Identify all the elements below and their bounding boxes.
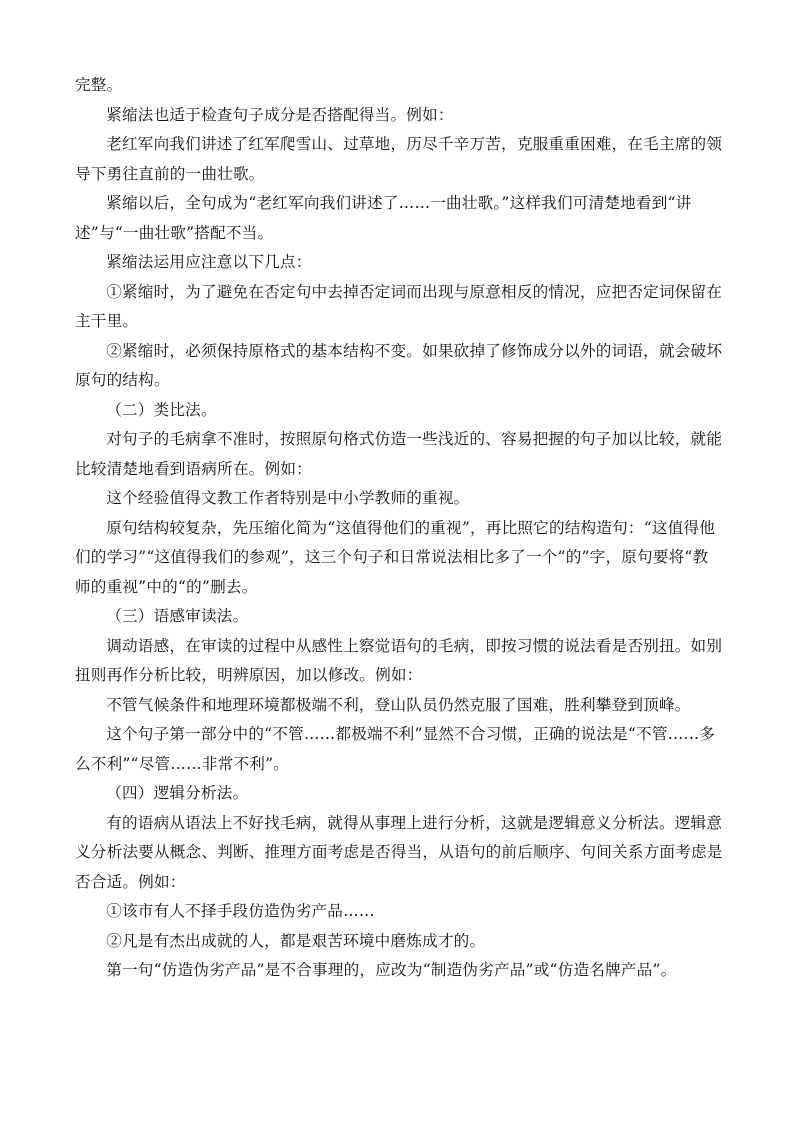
paragraph: 原句结构较复杂，先压缩化简为“这值得他们的重视”，再比照它的结构造句：“这值得他们的学习”“这值得我们的参观”，这三个句子和日常说法相比多了一个“的”字，原句要将“教师的重视”中的“的”删去。 bbox=[75, 518, 716, 596]
example-sentence: 这个经验值得文教工作者特别是中小学教师的重视。 bbox=[106, 489, 470, 507]
list-item: ①紧缩时，为了避免在否定句中去掉否定词而出现与原意相反的情况，应把否定词保留在主干里。 bbox=[75, 282, 723, 330]
example-sentence: ①该市有人不择手段仿造伪劣产品…… bbox=[106, 902, 375, 920]
paragraph: 紧缩法运用应注意以下几点： bbox=[106, 253, 312, 271]
paragraph: 对句子的毛病拿不准时，按照原句格式仿造一些浅近的、容易把握的句子加以比较，就能比较清楚地看到语病所在。例如： bbox=[75, 430, 723, 478]
paragraph: 这个句子第一部分中的“不管……都极端不利”显然不合习惯，正确的说法是“不管……多么不利”“尽管……非常不利”。 bbox=[75, 725, 716, 773]
list-item: ②紧缩时，必须保持原格式的基本结构不变。如果砍掉了修饰成分以外的词语，就会破坏原句的结构。 bbox=[75, 341, 723, 389]
paragraph: 有的语病从语法上不好找毛病，就得从事理上进行分析，这就是逻辑意义分析法。逻辑意义分析法要从概念、判断、推理方面考虑是否得当，从语句的前后顺序、句间关系方面考虑是否合适。例如： bbox=[75, 813, 723, 891]
example-sentence: 不管气候条件和地理环境都极端不利，登山队员仍然克服了国难，胜利攀登到顶峰。 bbox=[106, 695, 691, 714]
example-sentence: ②凡是有杰出成就的人，都是艰苦环境中磨炼成才的。 bbox=[106, 931, 486, 950]
paragraph: 紧缩法也适于检查句子成分是否搭配得当。例如： bbox=[106, 105, 454, 124]
section-heading: （二）类比法。 bbox=[106, 400, 217, 419]
document-body bbox=[75, 71, 723, 986]
paragraph: 老红军向我们讲述了红军爬雪山、过草地，历尽千辛万苦，克服重重困难，在毛主席的领导下勇往直前的一曲壮歌。 bbox=[75, 135, 723, 183]
paragraph: 调动语感，在审读的过程中从感性上察觉语句的毛病，即按习惯的说法看是否别扭。如别扭则再作分析比较，明辨原因，加以修改。例如： bbox=[75, 636, 723, 684]
section-heading: （三）语感审读法。 bbox=[106, 607, 249, 625]
paragraph: 完整。 bbox=[75, 76, 123, 94]
paragraph: 第一句“仿造伪劣产品”是不合事理的，应改为“制造伪劣产品”或“仿造名牌产品”。 bbox=[106, 961, 677, 979]
section-heading: （四）逻辑分析法。 bbox=[106, 784, 249, 802]
paragraph: 紧缩以后，全句成为“老红军向我们讲述了……一曲壮歌。”这样我们可清楚地看到“讲述”与“一曲壮歌”搭配不当。 bbox=[75, 194, 692, 242]
